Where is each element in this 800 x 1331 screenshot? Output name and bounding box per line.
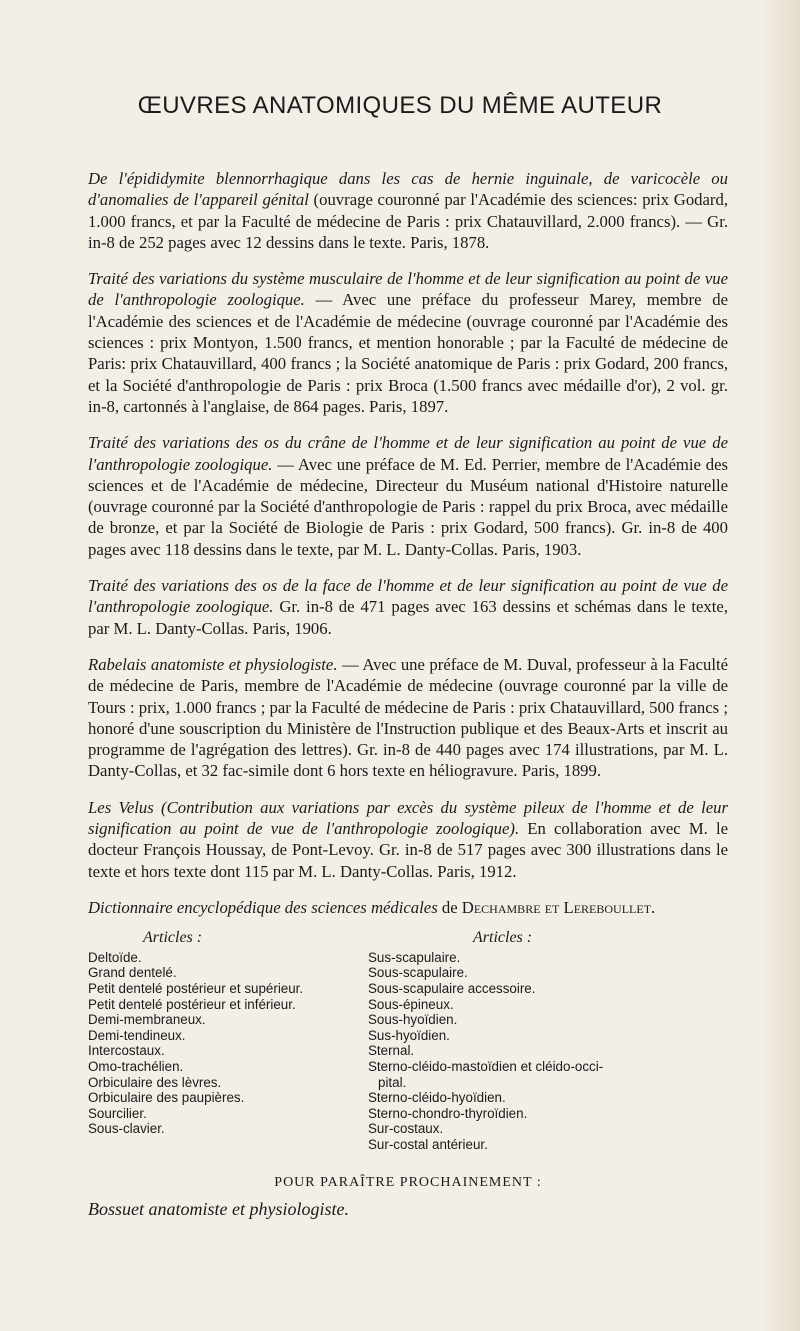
bibliography-entry [88,268,728,417]
article-item: Petit dentelé postérieur et supérieur. [88,980,304,996]
entry-text: — Avec une préface du professeur Marey, membre de l'Académie des sciences et de l'Académie de médecine (ouvrage couronné par l'Académie des sciences : prix Montyon, 1.500 francs, et mention honorable ; par la Faculté de médecine de Paris: prix Chatauvillard, 400 francs ; la Société anatomique de Paris : prix Godard, 200 francs, et la Société d'anthropologie de Paris : prix Broca (1.500 francs avec médaille d'or), 2 vol. gr. in-8, cartonnés à l'anglaise, de 864 pages. Paris, 1897. [88,290,728,416]
entry-text: — Avec une préface de M. Ed. Perrier, membre de l'Académie des sciences et de l'Académie de médecine, Directeur du Muséum national d'Histoire naturelle (ouvrage couronné par la Société d'anthropologie de Paris : rappel du prix Broca, avec médaille de bronze, et par la Société de Biologie de Paris : prix Godard, 500 francs). Gr. in-8 de 400 pages avec 118 dessins dans le texte, par M. L. Danty-Collas. Paris, 1903. [88,454,728,559]
article-item: Sterno-cléido-mastoïdien et cléido-occi- [368,1058,604,1074]
article-item: Deltoïde. [88,949,142,965]
entry-text: — Avec une préface de M. Duval, professeur à la Faculté de médecine de Paris, membre de l'Académie de médecine (ouvrage couronné par la ville de Tours : prix, 1.000 francs ; par la Faculté de médecine de Paris : prix Chatauvillard, 500 francs ; honoré d'une souscription du Ministère de l'Instruction publique et des Beaux-Arts et inscrit au programme de l'agrégation des lettres). Gr. in-8 de 440 pages avec 174 illustrations, par M. L. Danty-Collas, et 32 fac-simile dont 6 hors texte en héliogravure. Paris, 1899. [88,654,728,781]
forthcoming-title: Bossuet anatomiste et physiologiste. [88,1198,349,1219]
article-item: Sterno-cléido-hyoïdien. [368,1090,506,1106]
forthcoming-heading: POUR PARAÎTRE PROCHAINEMENT : [274,1174,542,1190]
entry-title: Traité des variations du système musculaire de l'homme et de leur signification au point de vue de l'anthropologie zoologique. [88,269,728,310]
dictionary-authors: Dechambre et Lereboullet. [461,897,656,917]
dictionary-title: Dictionnaire encyclopédique des sciences médicales [88,897,438,917]
entry-text: Gr. in-8 de 471 pages avec 163 dessins et schémas dans le texte, par M. L. Danty-Collas. Paris, 1906. [88,597,728,638]
article-item: Sternal. [368,1043,415,1059]
bibliography-entry [88,168,728,253]
article-item: Sous-clavier. [88,1121,165,1137]
articles-right-column [368,930,728,1152]
article-item: Sus-scapulaire. [368,949,461,965]
articles-columns [88,930,728,1152]
article-item: Demi-tendineux. [88,1027,186,1043]
article-item: Sous-hyoïdien. [368,1012,458,1028]
entry-title: Rabelais anatomiste et physiologiste. [88,654,338,674]
page-edge-shadow [760,0,800,1331]
article-item: Petit dentelé postérieur et inférieur. [88,996,296,1012]
article-item: Sous-scapulaire accessoire. [368,980,536,996]
dictionary-by: de [437,897,462,917]
article-item: Sur-costaux. [368,1121,444,1137]
article-item: Orbiculaire des lèvres. [88,1074,222,1090]
bibliography-entry [88,654,728,782]
document-body [88,168,728,1220]
articles-left-title: Articles : [143,929,203,947]
article-item: Sterno-chondro-thyroïdien. [368,1105,528,1121]
article-item: Grand dentelé. [88,965,177,981]
article-item: Sous-épineux. [368,996,454,1012]
article-item: Sus-hyoïdien. [368,1027,450,1043]
article-item: pital. [378,1074,407,1090]
article-item: Sous-scapulaire. [368,965,468,981]
article-item: Omo-trachélien. [88,1058,184,1074]
article-item: Demi-membraneux. [88,1012,206,1028]
articles-left-column [88,930,368,1152]
articles-right-title: Articles : [473,929,533,947]
article-item: Sur-costal antérieur. [368,1136,488,1152]
bibliography-entry [88,432,728,560]
entry-title: Les Velus (Contribution aux variations par excès du système pileux de l'homme et de leur signification au point de vue de l'anthropologie zoologique). [88,797,728,839]
page-heading: ŒUVRES ANATOMIQUES DU MÊME AUTEUR [137,92,663,119]
article-item: Sourcilier. [88,1105,147,1121]
entry-title: Traité des variations des os de la face de l'homme et de leur signification au point de vue de l'anthropologie zoologique. [88,576,728,617]
dictionary-entry [88,897,728,918]
entry-text: En collaboration avec M. le docteur François Houssay, de Pont-Levoy. Gr. in-8 de 517 pages avec 300 illustrations dans le texte et hors texte dont 115 par M. L. Danty-Collas. Paris, 1912. [88,819,728,881]
entry-title: Traité des variations des os du crâne de l'homme et de leur signification au point de vue de l'anthropologie zoologique. [88,433,728,474]
bibliography-entry [88,575,728,639]
article-item: Intercostaux. [88,1043,165,1059]
article-item: Orbiculaire des paupières. [88,1090,245,1106]
entry-title: De l'épididymite blennorrhagique dans les cas de hernie inguinale, de varicocèle ou d'anomalies de l'appareil génital [88,169,728,210]
entry-text: (ouvrage couronné par l'Académie des sciences: prix Godard, 1.000 francs, et par la Faculté de médecine de Paris : prix Chatauvillard, 2.000 francs). — Gr. in-8 de 252 pages avec 12 dessins dans le texte. Paris, 1878. [88,190,728,252]
bibliography-entry [88,797,728,882]
